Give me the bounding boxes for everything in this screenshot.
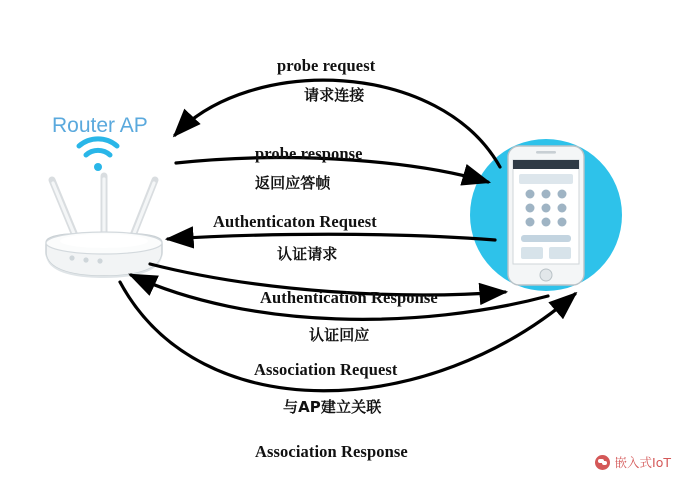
label-probe-response-en: probe response: [255, 144, 363, 163]
watermark: [595, 453, 671, 471]
label-authentication-response-en: Authentication Response: [260, 288, 438, 307]
router-ap-label: Router AP: [52, 114, 148, 137]
label-association-request-cn: 与AP建立关联: [283, 398, 382, 416]
router-ap-illustration: [46, 139, 162, 278]
label-association-response-en: Association Response: [255, 442, 408, 461]
label-probe-request-en: probe request: [277, 56, 376, 75]
label-probe-response-cn: 返回应答帧: [255, 174, 331, 192]
arrow-authentication-request: [168, 234, 495, 240]
watermark-text: 嵌入式IoT: [614, 455, 671, 470]
wechat-icon: [595, 455, 610, 470]
smartphone-illustration: [470, 139, 622, 291]
label-authentication-response-cn: 认证回应: [309, 326, 370, 344]
label-authentication-request-cn: 认证请求: [277, 245, 338, 263]
label-association-request-en: Association Request: [254, 360, 398, 379]
label-probe-request-cn: 请求连接: [304, 86, 365, 104]
label-authentication-request-en: Authenticaton Request: [213, 212, 377, 231]
